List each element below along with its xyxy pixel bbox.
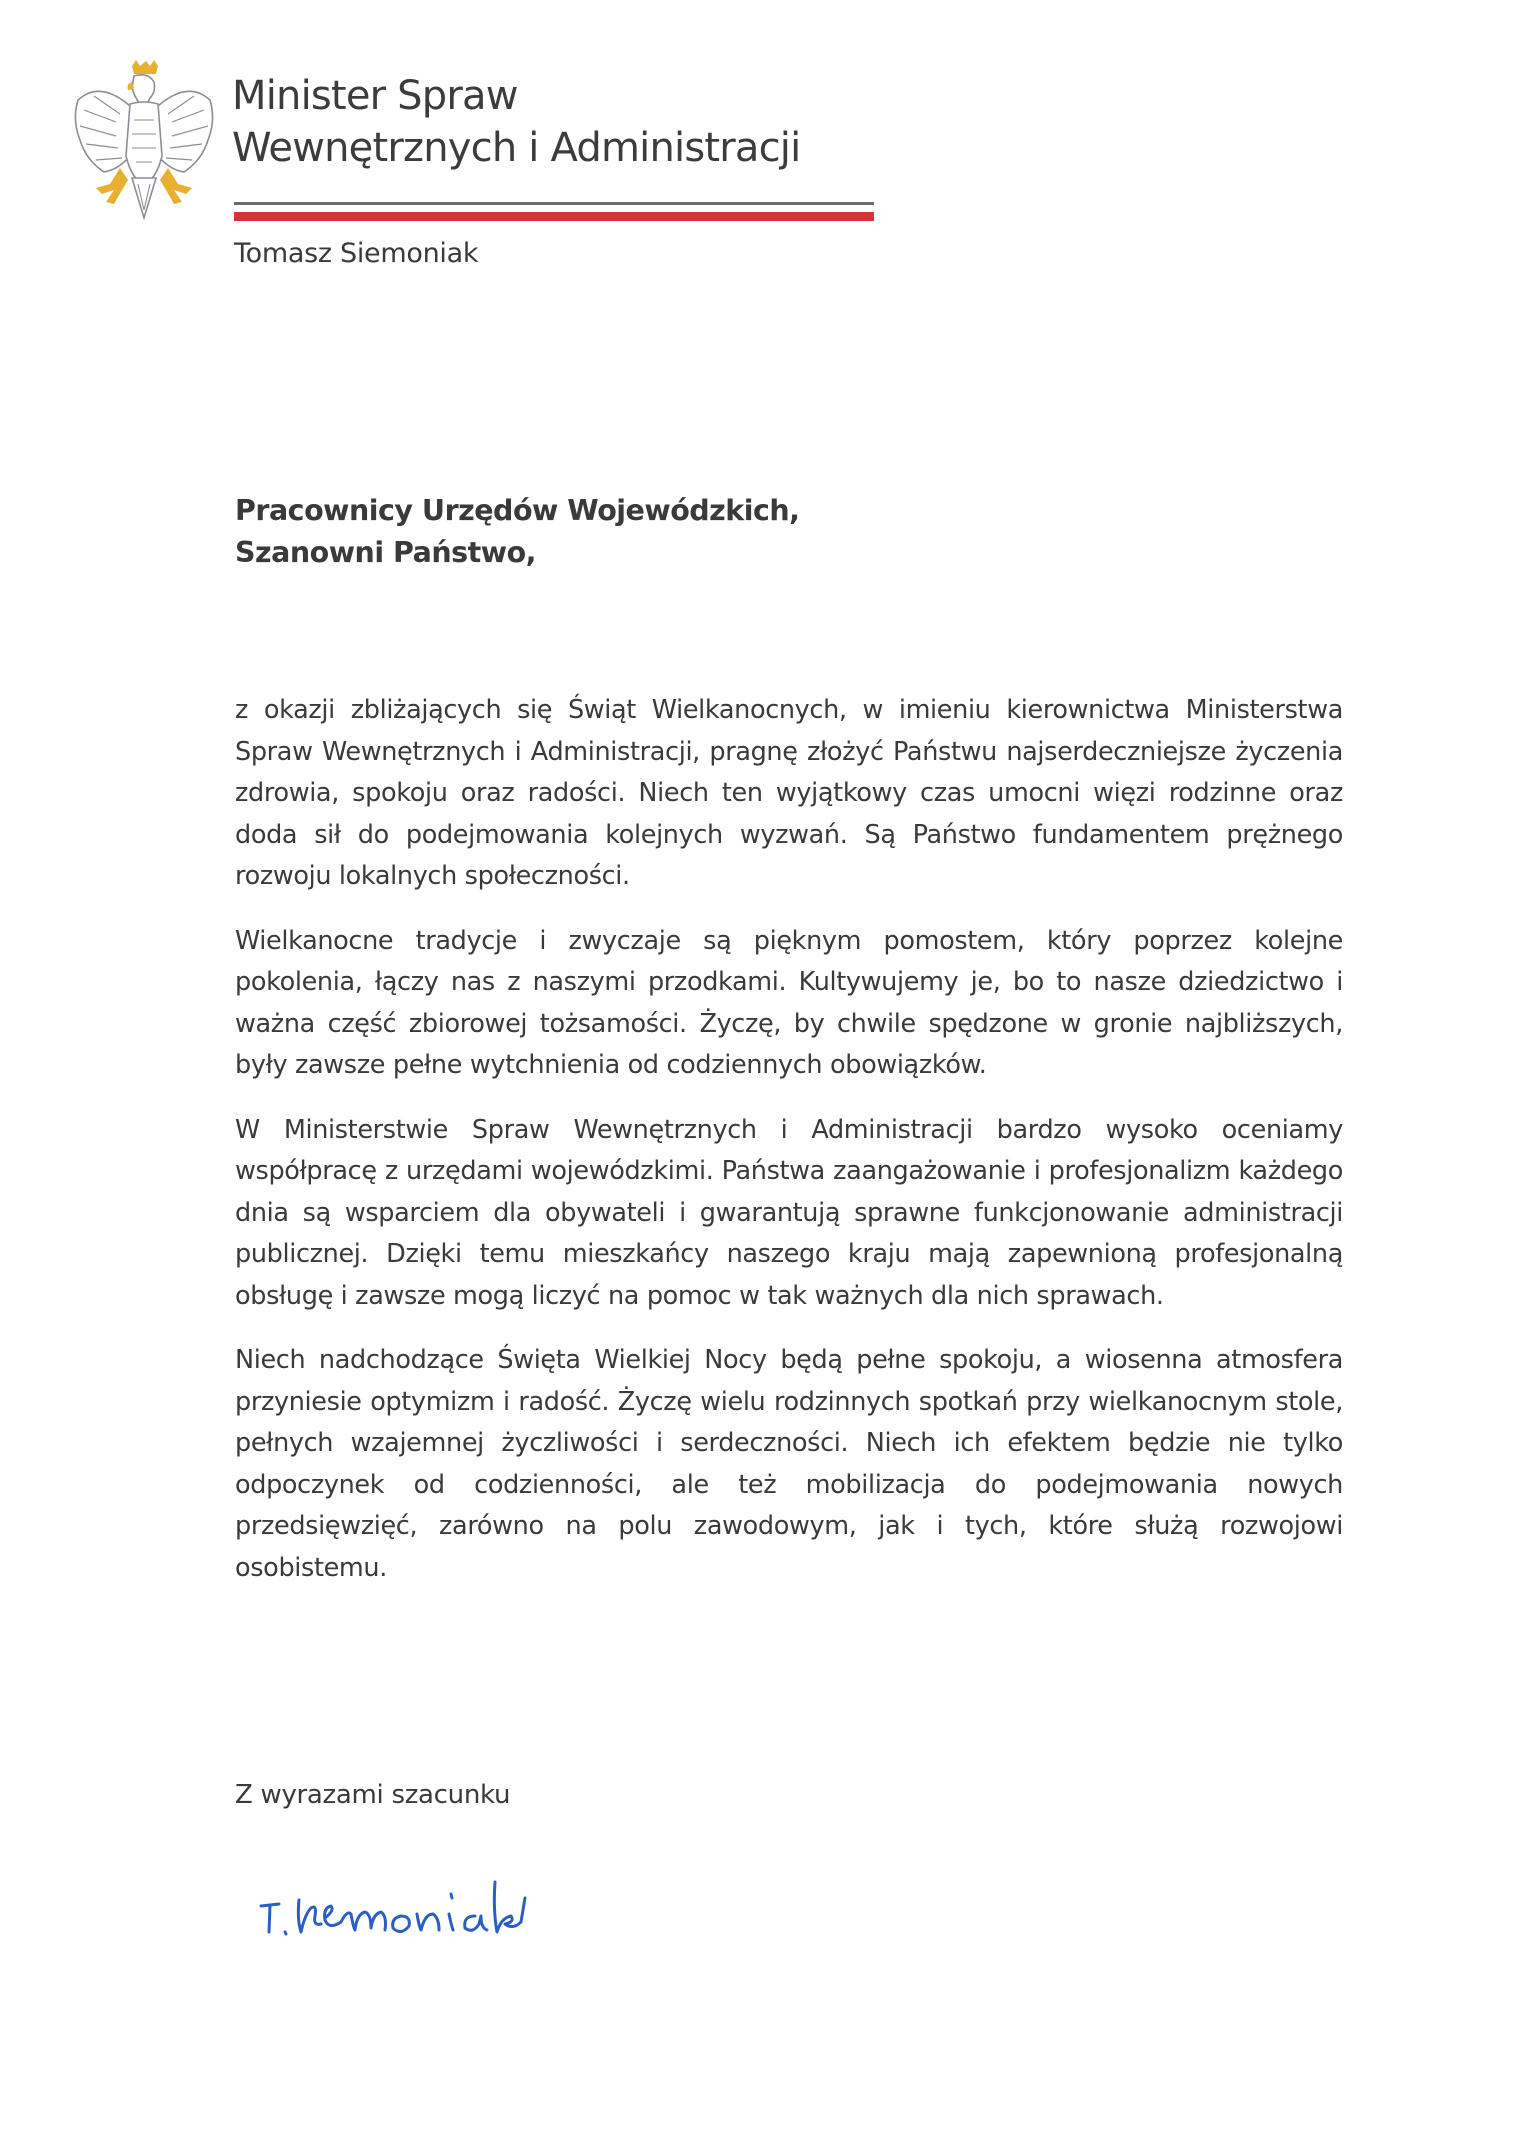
signer-name: Tomasz Siemoniak (234, 238, 479, 269)
letterhead-gray-rule (234, 202, 874, 205)
letter-body (235, 690, 1343, 1612)
handwritten-signature (255, 1870, 555, 1960)
greeting (235, 490, 800, 574)
letterhead-title-line1: Minister Spraw (232, 73, 518, 119)
greeting-line2: Szanowni Państwo, (235, 536, 536, 569)
letterhead-red-rule (234, 212, 874, 221)
letterhead-title-line2: Wewnętrznych i Administracji (232, 125, 801, 171)
body-paragraph: z okazji zbliżających się Świąt Wielkanocnych, w imieniu kierownictwa Ministerstwa Spraw Wewnętrznych i Administracji, pragnę złożyć Państwu najserdeczniejsze życzenia zdrowia, spokoju oraz radości. Niech ten wyjątkowy czas umocni więzi rodzinne oraz doda sił do podejmowania kolejnych wyzwań. Są Państwo fundamentem prężnego rozwoju lokalnych społeczności. (235, 695, 1343, 891)
greeting-line1: Pracownicy Urzędów Wojewódzkich, (235, 494, 800, 527)
body-paragraph: Niech nadchodzące Święta Wielkiej Nocy będą pełne spokoju, a wiosenna atmosfera przyniesie optymizm i radość. Życzę wielu rodzinnych spotkań przy wielkanocnym stole, pełnych wzajemnej życzliwości i serdeczności. Niech ich efektem będzie nie tylko odpoczynek od codzienności, ale też mobilizacja do podejmowania nowych przedsięwzięć, zarówno na polu zawodowym, jak i tych, które służą rozwojowi osobistemu. (235, 1345, 1343, 1583)
closing-salutation: Z wyrazami szacunku (235, 1780, 511, 1810)
body-paragraph: Wielkanocne tradycje i zwyczaje są pięknym pomostem, który poprzez kolejne pokolenia, łączy nas z naszymi przodkami. Kultywujemy je, bo to nasze dziedzictwo i ważna część zbiorowej tożsamości. Życzę, by chwile spędzone w gronie najbliższych, były zawsze pełne wytchnienia od codziennych obowiązków. (235, 925, 1343, 1080)
eagle-emblem-icon (70, 60, 218, 220)
body-paragraph: W Ministerstwie Spraw Wewnętrznych i Administracji bardzo wysoko oceniamy współpracę z urzędami wojewódzkimi. Państwa zaangażowanie i profesjonalizm każdego dnia są wsparciem dla obywateli i gwarantują sprawne funkcjonowanie administracji publicznej. Dzięki temu mieszkańcy naszego kraju mają zapewnioną profesjonalną obsługę i zawsze mogą liczyć na pomoc w tak ważnych dla nich sprawach. (235, 1114, 1343, 1311)
letterhead-title (232, 70, 800, 174)
